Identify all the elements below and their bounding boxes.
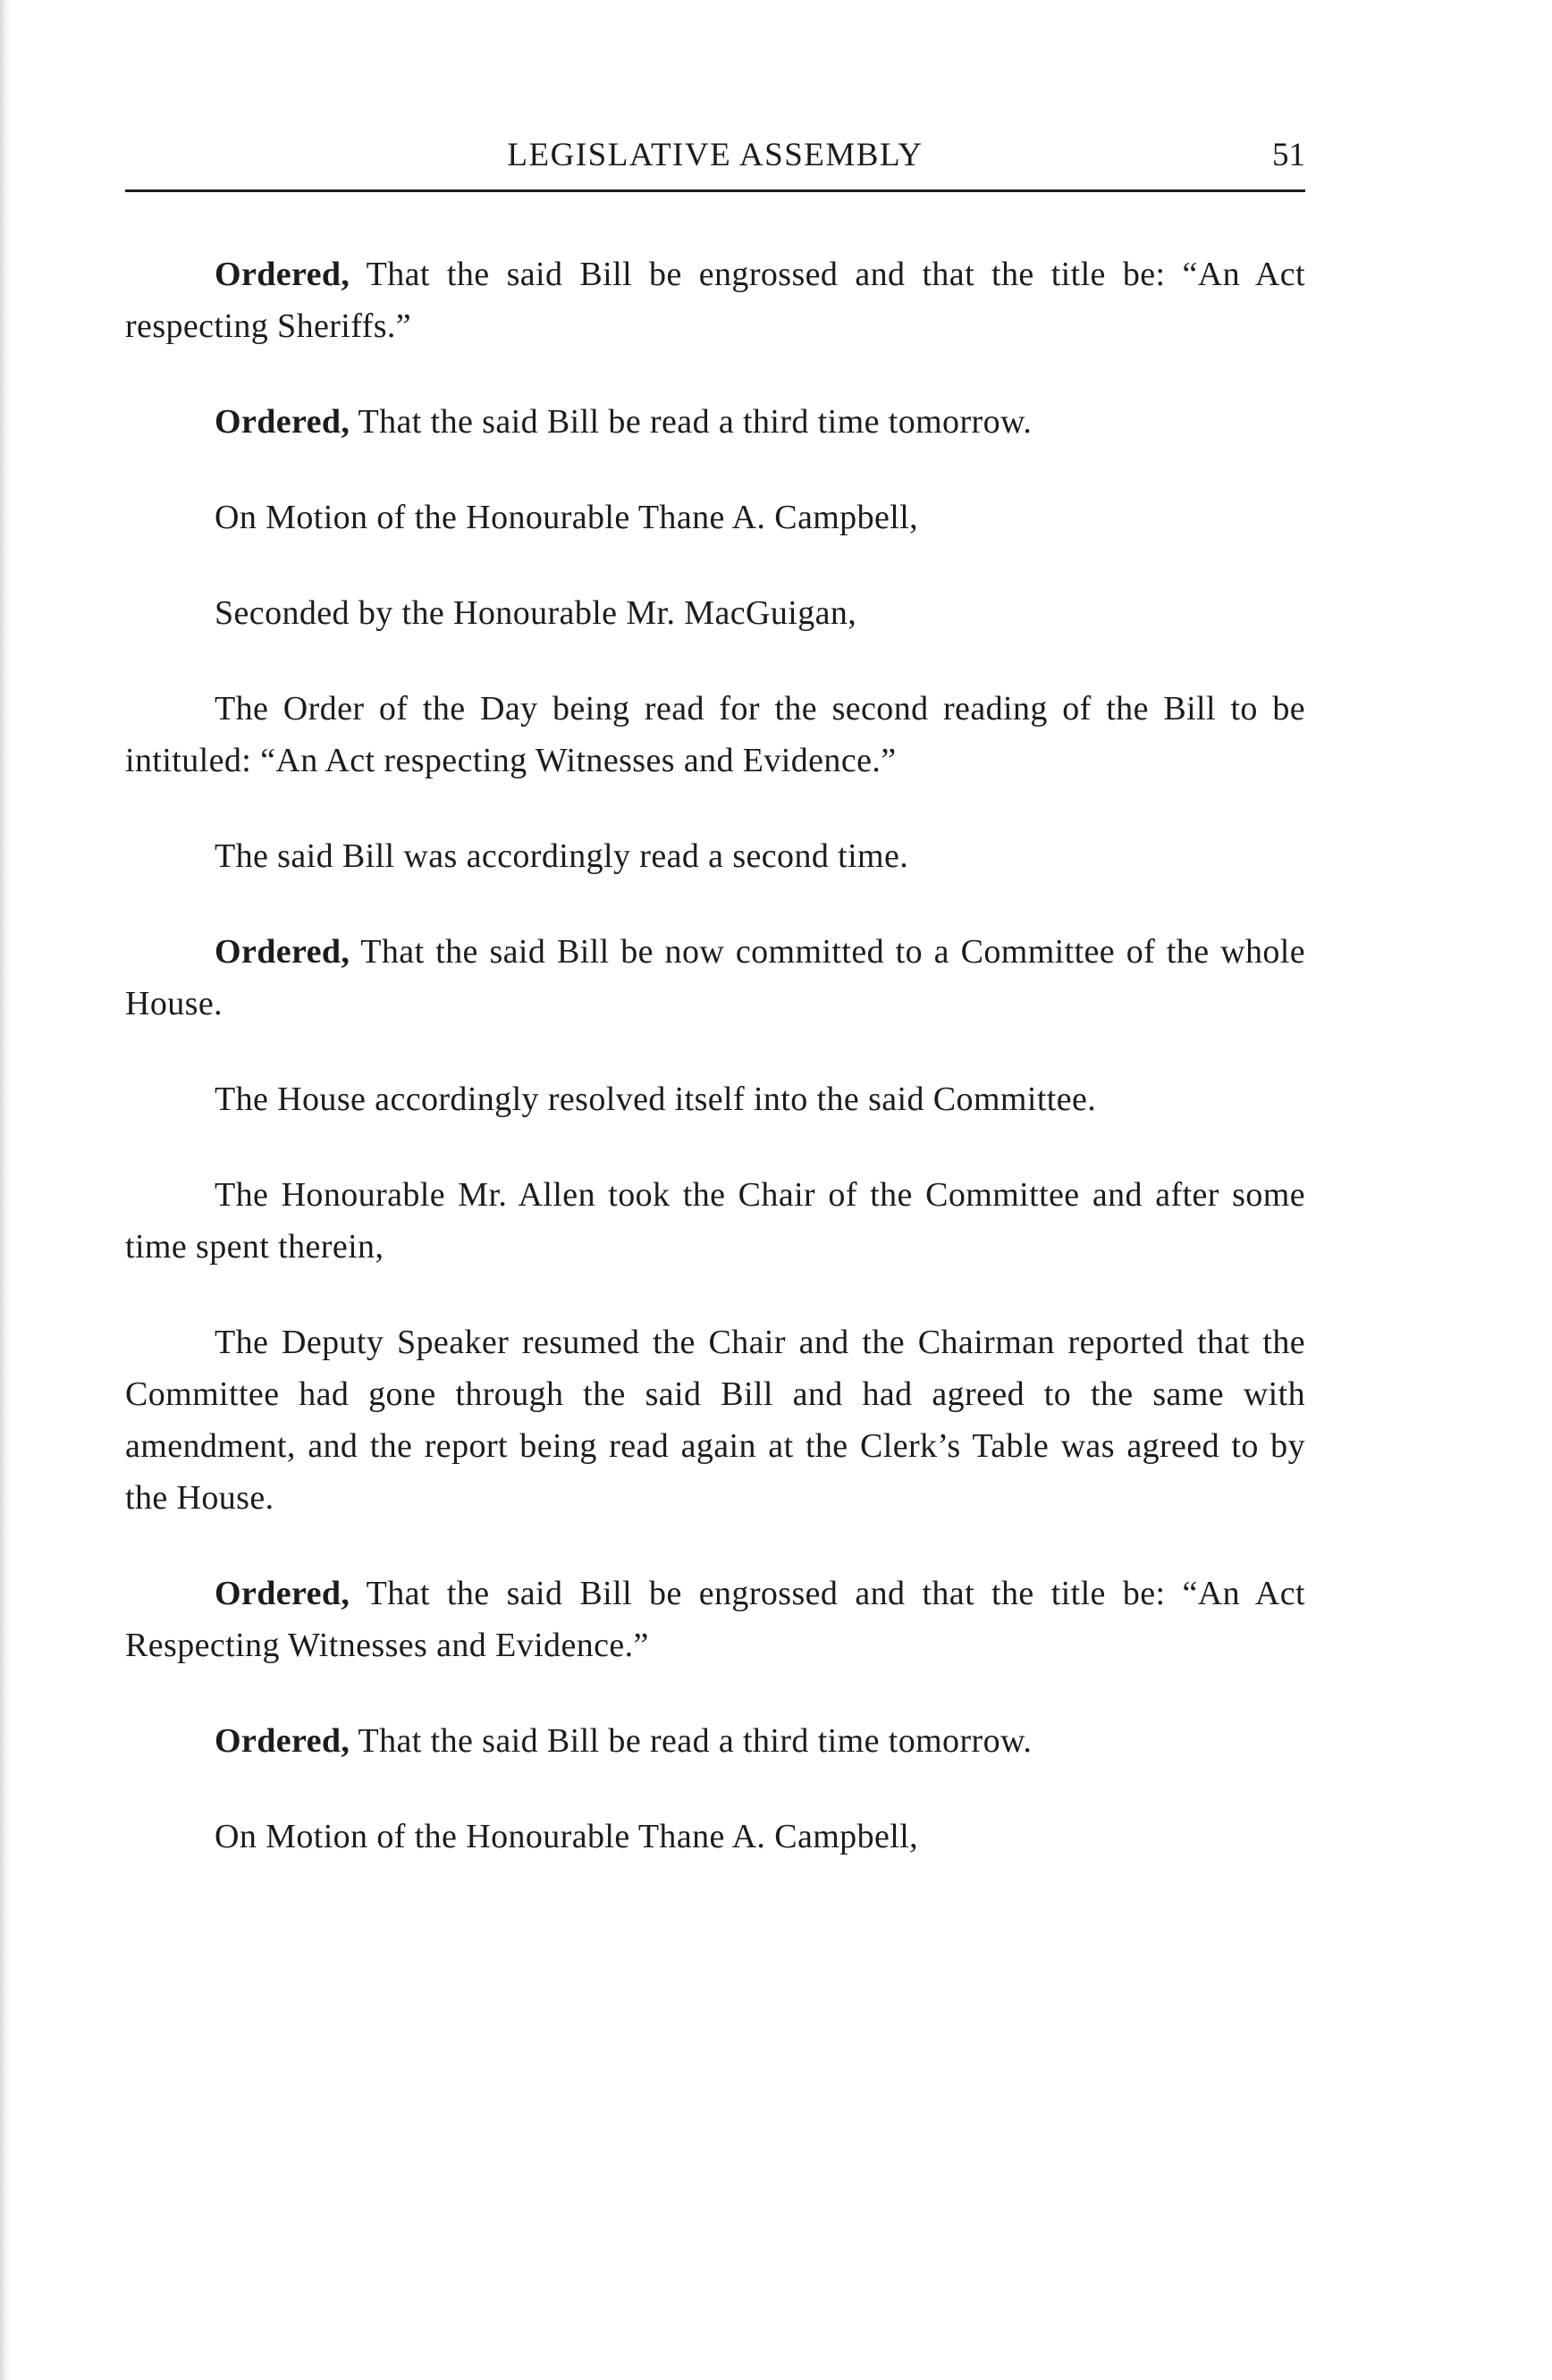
paragraph-text: On Motion of the Honourable Thane A. Campbell, [215, 1818, 919, 1855]
paragraph-order-of-day [125, 683, 1305, 786]
paragraph-text: That the said Bill be read a third time tomorrow. [350, 1722, 1033, 1760]
paragraph-ordered-third-reading-2 [125, 1715, 1305, 1767]
paragraph-ordered-committed [125, 926, 1305, 1030]
paragraph-text: That the said Bill be read a third time tomorrow. [350, 403, 1033, 441]
paragraph-ordered-title-witnesses [125, 1568, 1305, 1671]
document-page [125, 0, 1305, 2380]
paragraph-text: The Deputy Speaker resumed the Chair and the Chairman reported that the Committee had gone through the said Bill and had agreed to the same with amendment, and the report being read again at the Clerk’s Table was agreed to by the House. [125, 1324, 1305, 1517]
paragraph-text: That the said Bill be engrossed and that the title be: “An Act respecting Sheriffs.” [125, 256, 1305, 345]
running-head-title: LEGISLATIVE ASSEMBLY [507, 137, 924, 173]
ordered-lead: Ordered, [215, 933, 350, 971]
header-rule [125, 189, 1305, 192]
journal-body [125, 248, 1305, 1906]
paragraph-house-resolved [125, 1073, 1305, 1125]
paragraph-text: That the said Bill be engrossed and that the title be: “An Act Respecting Witnesses and Evidence.” [125, 1575, 1305, 1664]
running-head [125, 134, 1305, 188]
page-number: 51 [1272, 137, 1305, 173]
paragraph-text: The Honourable Mr. Allen took the Chair of the Committee and after some time spent therein, [125, 1176, 1305, 1266]
paragraph-chair-taken [125, 1169, 1305, 1273]
paragraph-motion [125, 492, 1305, 543]
paragraph-text: The House accordingly resolved itself into the said Committee. [215, 1081, 1097, 1118]
scan-page-edge [0, 0, 11, 2380]
paragraph-text: The Order of the Day being read for the second reading of the Bill to be intituled: “An Act respecting Witnesses and Evidence.” [125, 690, 1305, 779]
paragraph-text: Seconded by the Honourable Mr. MacGuigan, [215, 594, 857, 632]
paragraph-motion-2 [125, 1811, 1305, 1863]
ordered-lead: Ordered, [215, 403, 350, 441]
ordered-lead: Ordered, [215, 1575, 350, 1612]
ordered-lead: Ordered, [215, 256, 350, 293]
paragraph-text: That the said Bill be now committed to a Committee of the whole House. [125, 933, 1305, 1022]
ordered-lead: Ordered, [215, 1722, 350, 1760]
paragraph-text: On Motion of the Honourable Thane A. Campbell, [215, 499, 919, 536]
paragraph-text: The said Bill was accordingly read a second time. [215, 837, 909, 875]
paragraph-ordered-third-reading [125, 396, 1305, 448]
paragraph-second-reading [125, 830, 1305, 882]
paragraph-committee-report [125, 1316, 1305, 1524]
paragraph-ordered-title-sheriffs [125, 248, 1305, 352]
paragraph-seconded [125, 587, 1305, 639]
